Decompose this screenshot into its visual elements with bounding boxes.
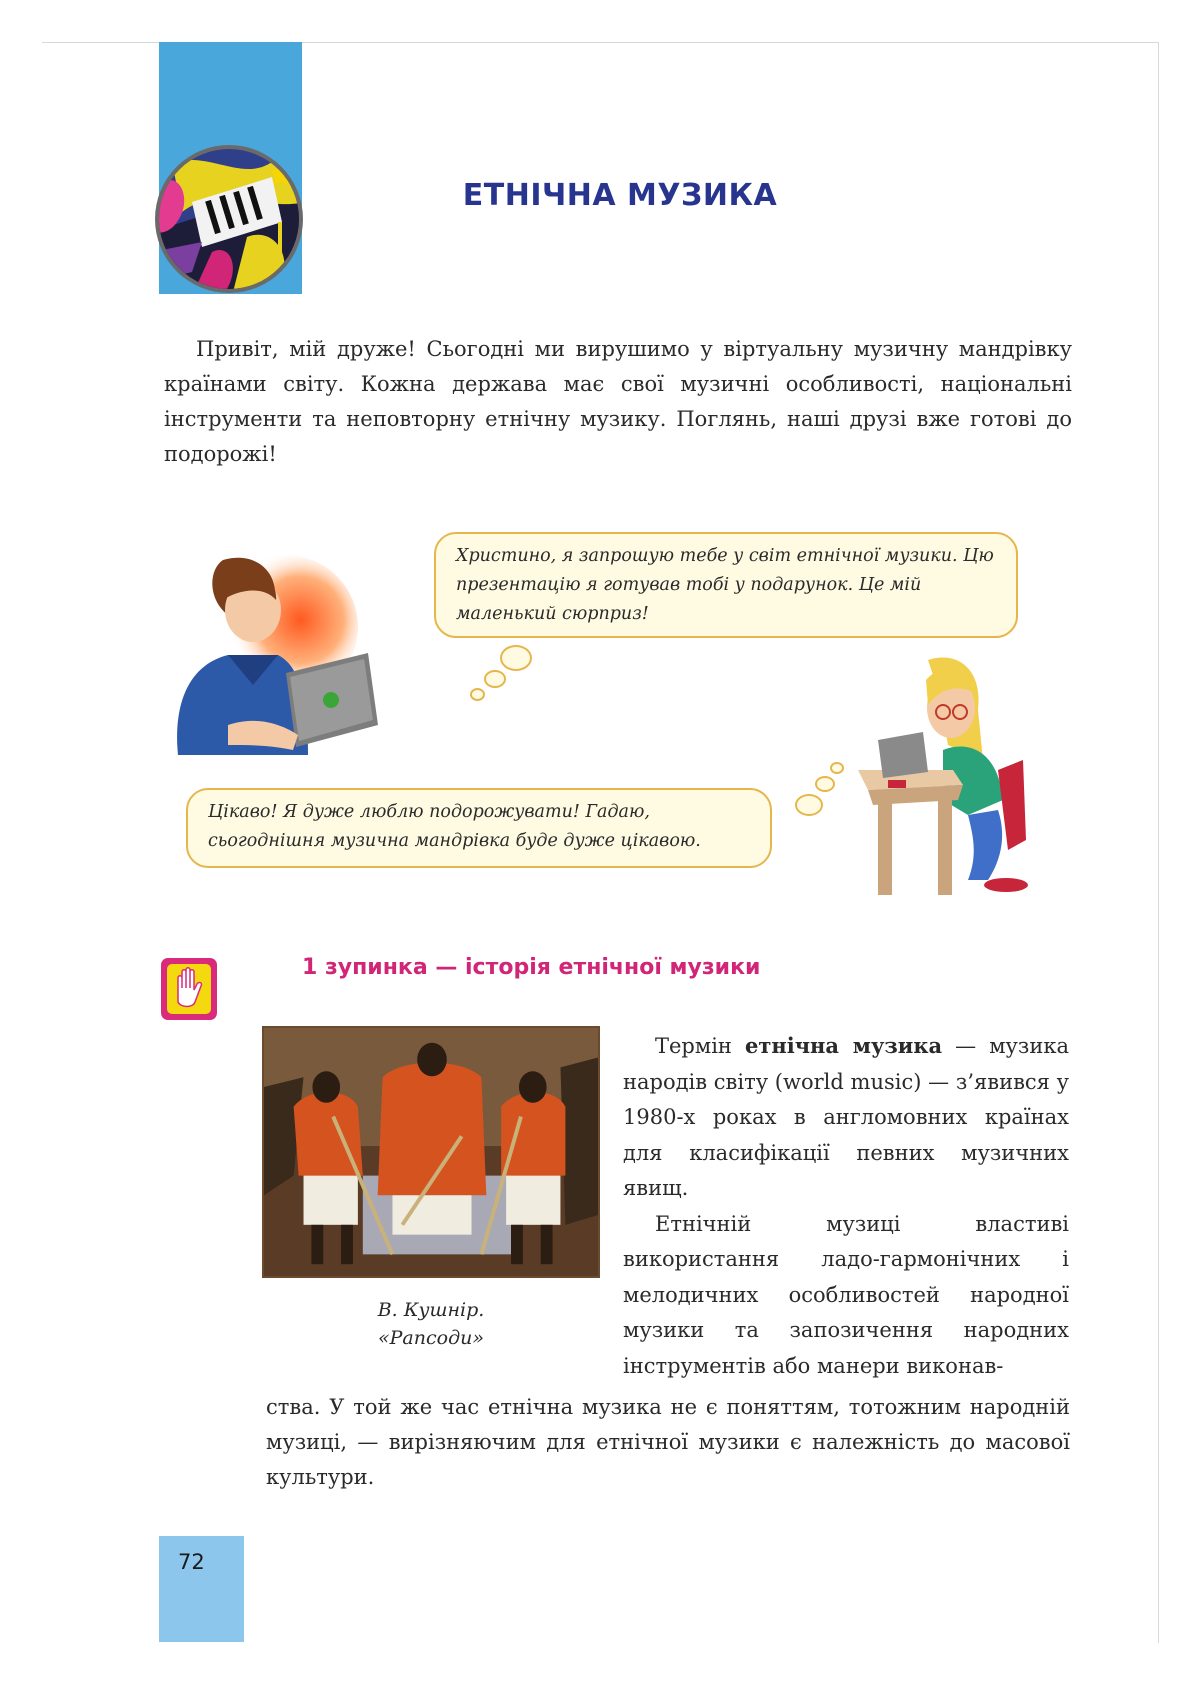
section-heading: 1 зупинка — історія етнічної музики <box>302 955 761 980</box>
stop-hand-icon <box>161 958 217 1020</box>
rhapsody-painting-image <box>262 1026 600 1278</box>
thought-puff <box>470 688 485 701</box>
painting-caption <box>262 1296 600 1352</box>
caption-title: «Рапсоди» <box>378 1327 484 1349</box>
boy-with-laptop-illustration <box>168 555 398 755</box>
girl-speech-bubble <box>186 788 772 868</box>
girl-speech-text: Цікаво! Я дуже люблю подорожувати! Гадаю, сьогоднішня музична мандрівка буде дуже цікавою. <box>208 802 701 851</box>
thought-puff <box>484 670 506 688</box>
boy-speech-bubble <box>434 532 1018 638</box>
thought-puff <box>500 645 532 671</box>
thought-puff <box>815 776 835 792</box>
thought-puff <box>795 794 823 816</box>
term-highlight: етнічна музика <box>744 1033 943 1058</box>
intro-text: Привіт, мій друже! Сьогодні ми вирушимо у віртуальну музичну мандрівку країнами світу. Кожна держава має свої музичні особливості, національні інструменти та неповторну етнічну музику. Поглянь, наші друзі вже готові до подорожі! <box>164 337 1072 466</box>
music-emblem-icon <box>152 142 306 296</box>
boy-speech-text: Христино, я запрошую тебе у світ етнічної музики. Цю презентацію я готував тобі у подарунок. Це мій маленький сюрприз! <box>456 546 994 624</box>
page-number: 72 <box>178 1550 205 1574</box>
section-body-bottom <box>266 1390 1070 1495</box>
girl-at-desk-illustration <box>848 650 1030 915</box>
paragraph-features: Етнічній музиці властиві використання ладо-гармонічних і мелодичних особливостей народної музики та запозичення народних інструментів або манери виконав- <box>623 1211 1069 1378</box>
paragraph-term-definition <box>623 1028 1069 1207</box>
section-body-right <box>623 1028 1069 1384</box>
caption-author: В. Кушнір. <box>377 1299 485 1321</box>
paragraph-rest: — музика народів світу (world music) — з’явився у 1980-х роках в англомовних країнах для класифікації певних музичних явищ. <box>623 1034 1069 1200</box>
thought-puff <box>830 762 844 774</box>
page-title: ЕТНІЧНА МУЗИКА <box>462 178 778 213</box>
intro-paragraph <box>164 332 1072 472</box>
paragraph-lead: Термін <box>655 1034 745 1058</box>
paragraph-continuation: ства. У той же час етнічна музика не є поняттям, тотожним народній музиці, — вирізняючим для етнічної музики є належність до масової культури. <box>266 1395 1070 1489</box>
